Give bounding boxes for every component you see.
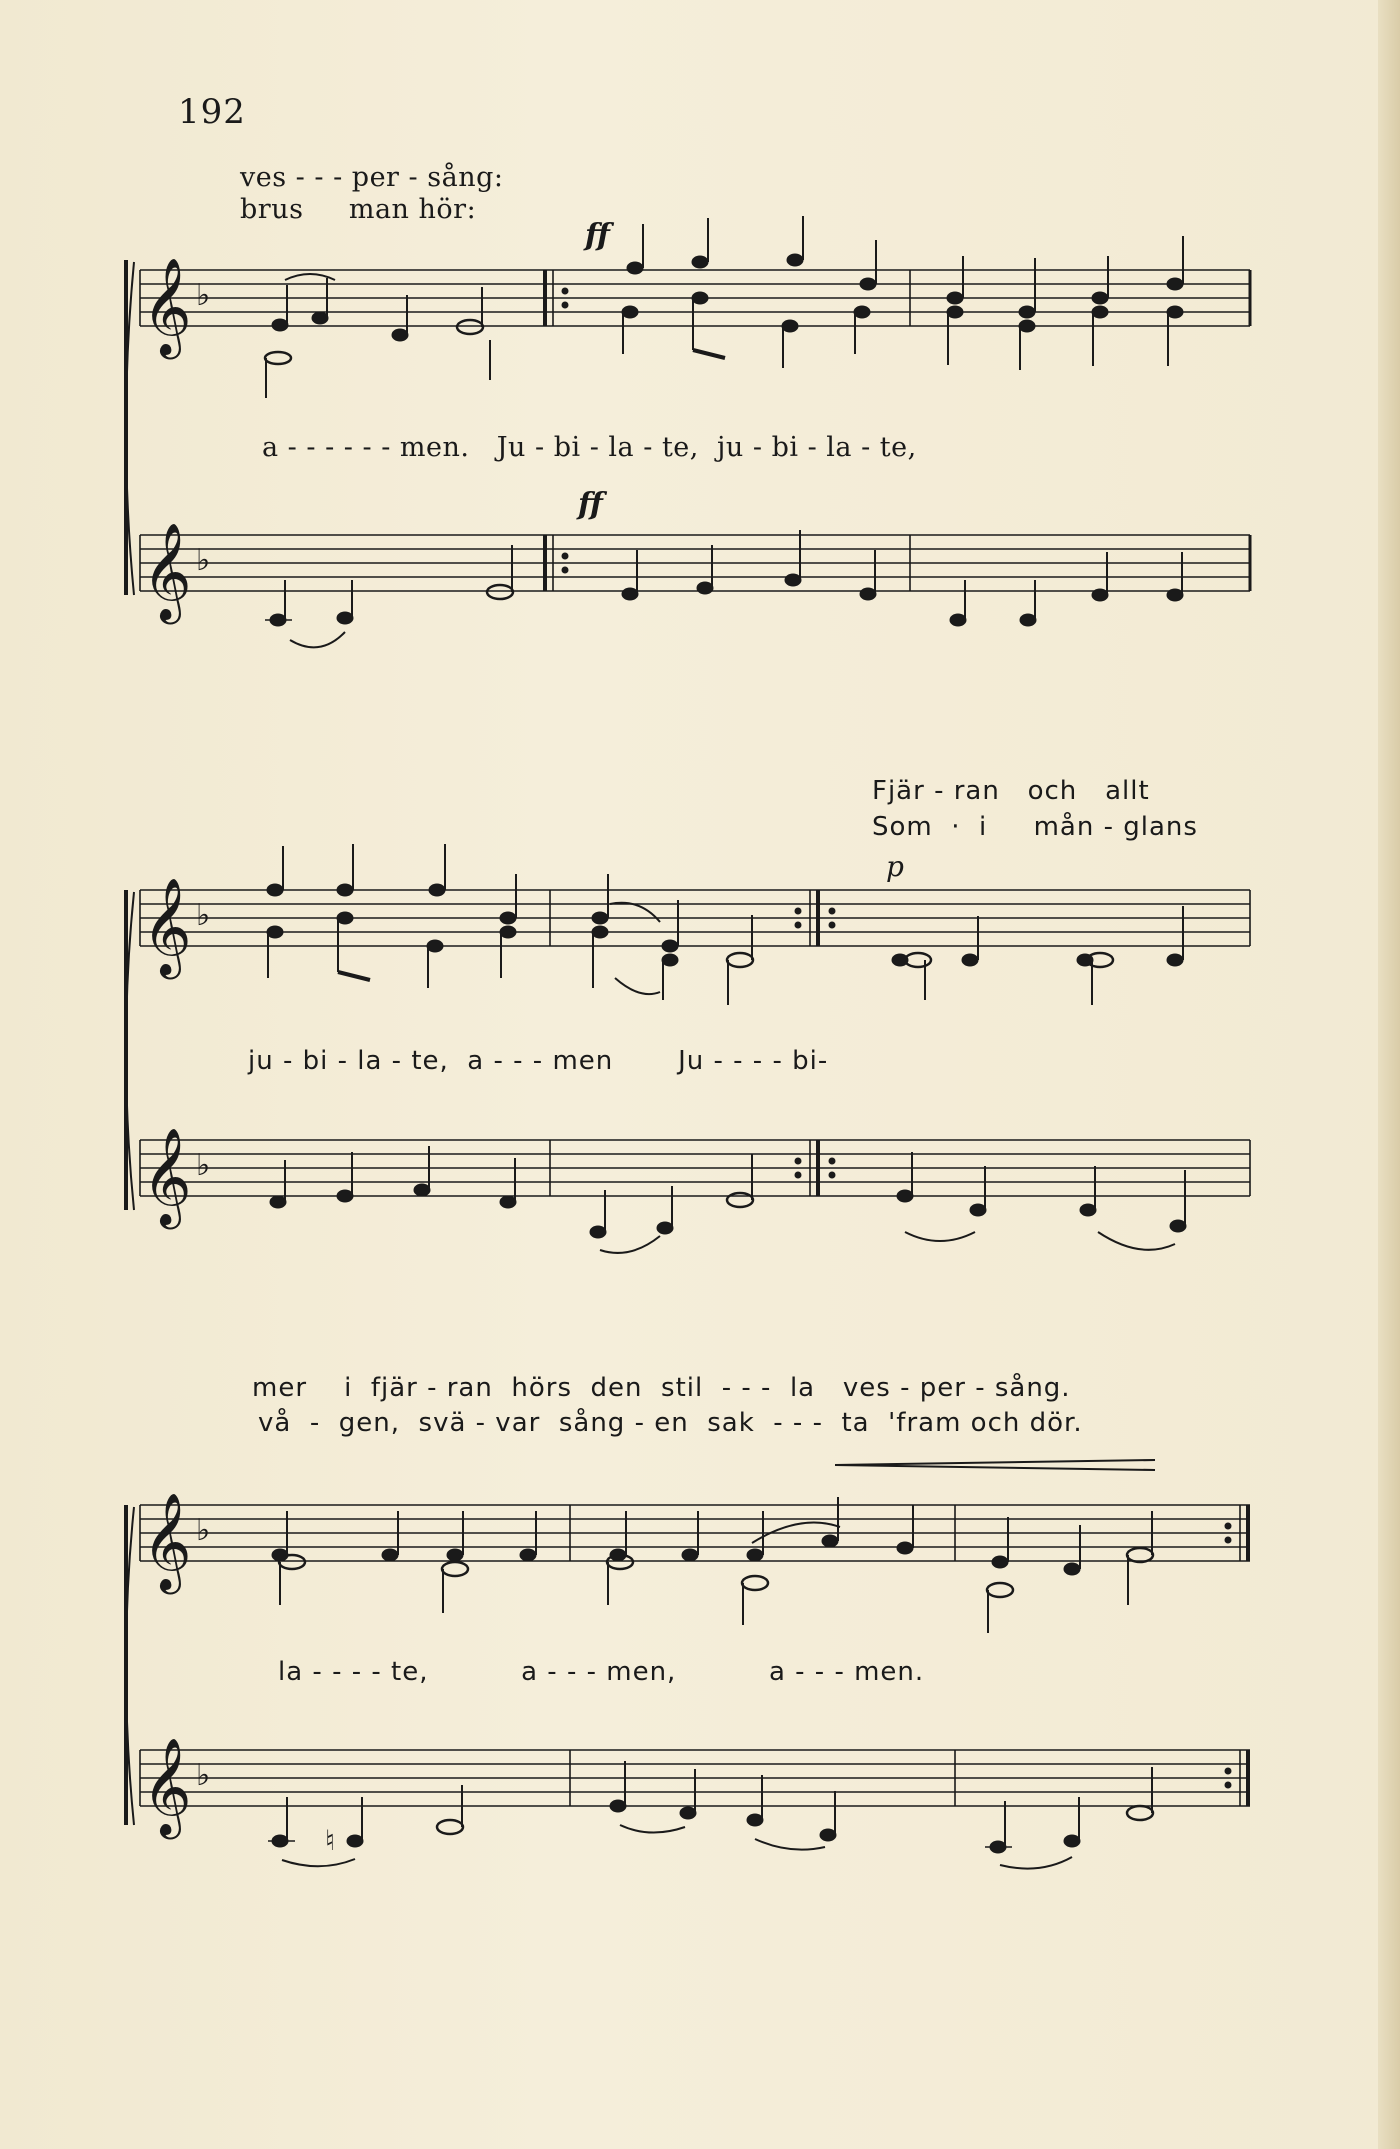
intro-lyric-line-1: ves - - - per - sång: — [240, 162, 504, 193]
treble-clef-icon: 𝄞 — [142, 1492, 192, 1590]
flat-icon: ♭ — [196, 1758, 211, 1793]
treble-clef-icon: 𝄞 — [142, 1737, 192, 1835]
system2-upper-lyric-2: Som · i mån - glans — [872, 812, 1198, 842]
dynamic-p: p — [886, 850, 904, 883]
lower-staff-lines — [140, 1140, 1250, 1196]
lower-staff-lines — [140, 535, 1250, 591]
flat-icon: ♭ — [196, 278, 211, 313]
flat-icon: ♭ — [196, 1148, 211, 1183]
system3-lyrics: la - - - - te, a - - - men, a - - - men. — [278, 1657, 925, 1687]
treble-clef-icon: 𝄞 — [142, 877, 192, 975]
natural-icon: ♮ — [325, 1824, 336, 1857]
intro-lyric-line-2: brus man hör: — [240, 194, 477, 225]
system-brace — [126, 890, 134, 1210]
system3-upper-lyric-2: vå - gen, svä - var sång - en sak - - - ta 'fram och dör. — [258, 1408, 1083, 1438]
treble-clef-icon: 𝄞 — [142, 257, 192, 355]
slur-upper-2 — [610, 903, 660, 922]
crescendo-hairpin — [835, 1460, 1155, 1470]
slur-lower-6 — [620, 1825, 685, 1833]
slur-upper-3 — [615, 978, 660, 994]
system1-lyrics: a - - - - - - men. Ju - bi - la - te, ju - bi - la - te, — [262, 432, 917, 463]
upper-notes-1 — [265, 216, 1183, 398]
treble-clef-icon: 𝄞 — [142, 1127, 192, 1225]
lower-notes-1 — [265, 530, 1183, 626]
dynamic-ff-upper: ff — [585, 218, 610, 253]
slur-lower-8 — [1000, 1857, 1072, 1869]
slur-lower-5 — [282, 1859, 355, 1866]
flat-icon: ♭ — [196, 1513, 211, 1548]
system2-upper-lyric-1: Fjär - ran och allt — [872, 776, 1150, 806]
treble-clef-icon: 𝄞 — [142, 522, 192, 620]
upper-notes-2 — [267, 844, 1183, 1005]
system-brace — [126, 260, 134, 595]
lower-notes-3 — [268, 1761, 1153, 1853]
slur-lower-1 — [290, 632, 345, 647]
flat-icon: ♭ — [196, 898, 211, 933]
system3-upper-lyric-1: mer i fjär - ran hörs den stil - - - la ves - per - sång. — [252, 1373, 1071, 1403]
music-system-2 — [0, 860, 1400, 1260]
upper-notes-3 — [272, 1497, 1153, 1633]
music-system-3 — [0, 1455, 1400, 1875]
upper-staff-lines — [140, 890, 1250, 946]
system2-lyrics: ju - bi - la - te, a - - - men Ju - - - - bi- — [248, 1046, 829, 1076]
system-brace — [126, 1505, 134, 1825]
music-system-1 — [0, 240, 1400, 660]
lower-notes-2 — [270, 1146, 1186, 1238]
dynamic-ff-lower: ff — [578, 487, 603, 522]
slur-lower-3 — [905, 1232, 975, 1241]
slur-lower-2 — [600, 1236, 660, 1253]
page-number: 192 — [178, 92, 246, 132]
slur-lower-7 — [755, 1839, 825, 1850]
flat-icon: ♭ — [196, 543, 211, 578]
slur-lower-4 — [1098, 1232, 1175, 1250]
